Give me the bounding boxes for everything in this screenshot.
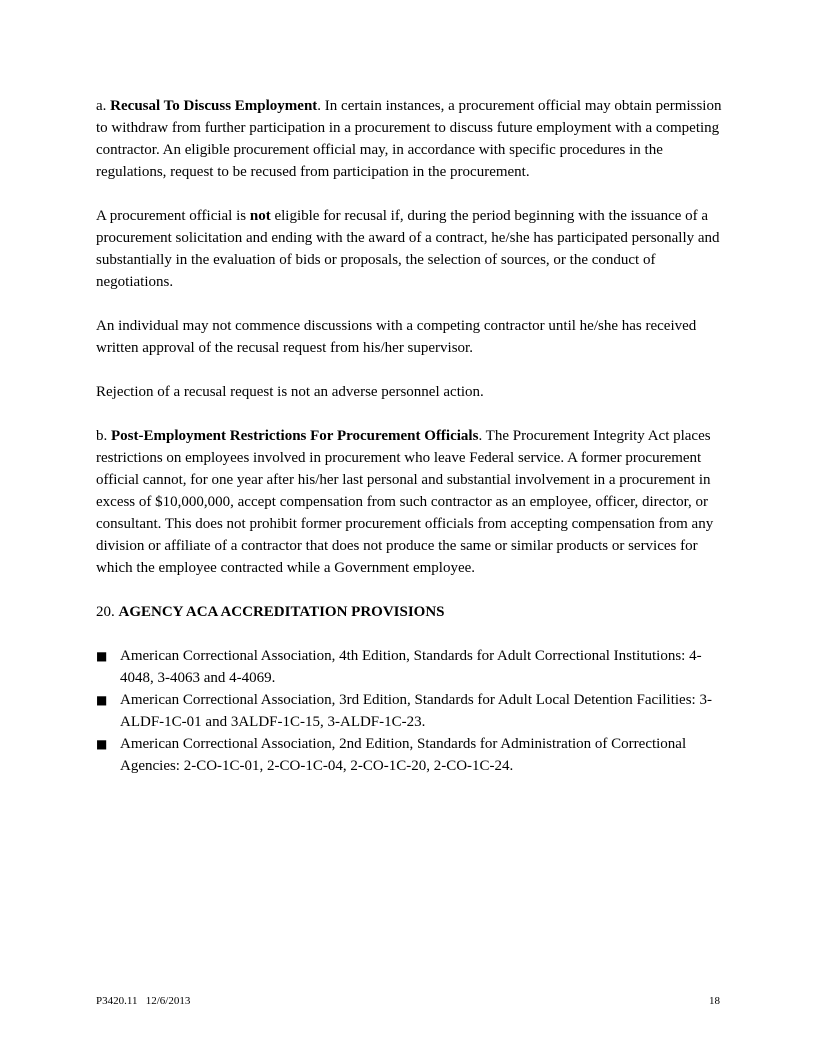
bullet-icon: ■ <box>96 693 108 707</box>
bullet-icon: ■ <box>96 737 108 751</box>
section-b-title: Post-Employment Restrictions For Procurement Officials <box>111 428 479 444</box>
not-eligible-bold: not <box>249 208 271 224</box>
section-b-text: The Procurement Integrity Act places restrictions on employees involved in procurement who leave Federal service. A former procurement official cannot, for one year after his/her last personal and substantial involvement in a procurement in excess of $10,000,000, accept compensation from such contractor as an employee, officer, director, or consultant. This does not prohibit former procurement officials from accepting compensation from any division or affiliate of a contractor that does not produce the same or similar products or services for which the employee contracted while a Government employee. <box>96 428 714 576</box>
document-body <box>96 95 726 777</box>
list-item <box>96 733 726 777</box>
section-a-title: Recusal To Discuss Employment <box>110 98 318 114</box>
provisions-list <box>96 645 726 777</box>
list-item <box>96 689 726 733</box>
provision-text: American Correctional Association, 3rd Edition, Standards for Adult Local Detention Facilities: 3-ALDF-1C-01 and 3ALDF-1C-15, 3-ALDF-1C-23. <box>120 692 712 730</box>
section-20-heading <box>96 601 726 623</box>
not-eligible-before: A procurement official is <box>96 208 250 224</box>
document-id: P3420.11 12/6/2013 <box>96 995 191 1007</box>
section-20-number: 20. <box>96 604 119 620</box>
section-a-text: In certain instances, a procurement official may obtain permission to withdraw from further participation in a procurement to discuss future employment with a competing contractor. An eligible procurement official may, in accordance with specific procedures in the regulations, request to be recused from participation in the procurement. <box>96 98 722 180</box>
section-a-prefix: a. <box>96 98 111 114</box>
provision-text: American Correctional Association, 4th Edition, Standards for Adult Correctional Institutions: 4-4048, 3-4063 and 4-4069. <box>120 648 702 686</box>
section-a-title-suffix: . <box>317 98 322 114</box>
page-number: 18 <box>709 995 720 1007</box>
provision-text: American Correctional Association, 2nd Edition, Standards for Administration of Correctional Agencies: 2-CO-1C-01, 2-CO-1C-04, 2-CO-1C-20, 2-CO-1C-24. <box>120 736 687 774</box>
paragraph-rejection: Rejection of a recusal request is not an adverse personnel action. <box>96 384 484 400</box>
section-20-title: AGENCY ACA ACCREDITATION PROVISIONS <box>118 604 445 620</box>
not-eligible-after: eligible for recusal if, during the period beginning with the issuance of a procurement solicitation and ending with the award of a contract, he/she has participated personally and substantially in the evaluation of bids or proposals, the selection of sources, or the conduct of negotiations. <box>96 208 720 290</box>
bullet-icon: ■ <box>96 649 108 663</box>
section-b-title-suffix: . <box>478 428 483 444</box>
paragraph-recusal <box>96 95 726 183</box>
paragraph-commence: An individual may not commence discussions with a competing contractor until he/she has received written approval of the recusal request from his/her supervisor. <box>96 318 697 356</box>
section-b-prefix: b. <box>96 428 111 444</box>
paragraph-post-employment <box>96 425 726 579</box>
paragraph-not-eligible <box>96 205 726 293</box>
list-item <box>96 645 726 689</box>
